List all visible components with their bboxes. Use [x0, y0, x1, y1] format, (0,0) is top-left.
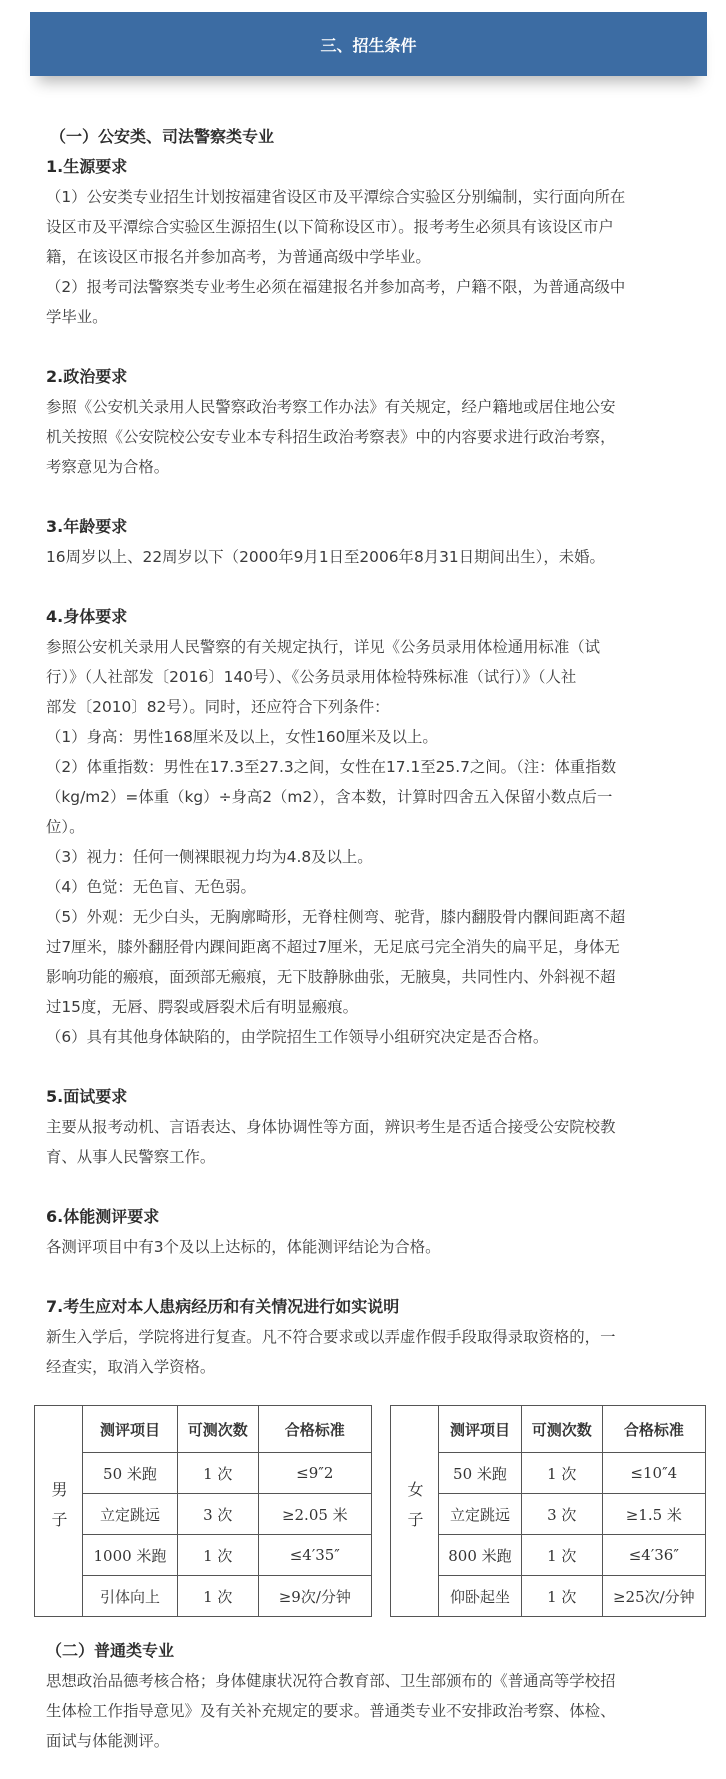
table-row: [391, 1453, 706, 1494]
requirement-line: 16周岁以上、22周岁以下（2000年9月1日至2006年8月31日期间出生），未婚。: [46, 548, 605, 566]
requirement-line: （5）外观：无少白头，无胸廓畸形，无脊柱侧弯、驼背，膝内翻股骨内髁间距离不超: [46, 908, 626, 926]
requirement-line: （6）具有其他身体缺陷的，由学院招生工作领导小组研究决定是否合格。: [46, 1028, 549, 1046]
requirement-line: 参照《公安机关录用人民警察政治考察工作办法》有关规定，经户籍地或居住地公安: [46, 398, 616, 416]
requirement-line: 籍，在该设区市报名并参加高考，为普通高级中学毕业。: [46, 248, 431, 266]
banner-title: 三、招生条件: [320, 35, 417, 55]
table-cell: 3 次: [177, 1494, 258, 1535]
requirement-line: 学毕业。: [46, 308, 108, 326]
table-cell: ≥9次/分钟: [258, 1576, 371, 1617]
requirement-title: 4.身体要求: [46, 607, 128, 626]
requirement-line: 位）。: [46, 818, 85, 836]
requirement-title: 1.生源要求: [46, 157, 128, 176]
table-row: [35, 1494, 372, 1535]
requirement-line: 参照公安机关录用人民警察的有关规定执行，详见《公务员录用体检通用标准（试: [46, 638, 601, 656]
requirement-line: 育、从事人民警察工作。: [46, 1148, 216, 1166]
table-header-cell: 可测次数: [177, 1406, 258, 1453]
general-majors-section: [46, 1636, 694, 1756]
general-majors-text: [46, 1666, 694, 1756]
table-cell: ≥1.5 米: [602, 1494, 705, 1535]
requirement-line: （kg/m2）=体重（kg）÷身高2（m2），含本数，计算时四舍五入保留小数点后一: [46, 788, 613, 806]
fitness-tables: [34, 1405, 706, 1615]
requirement-line: 经查实，取消入学资格。: [46, 1358, 216, 1376]
table-header-cell: 测评项目: [82, 1406, 177, 1453]
general-line: 思想政治品德考核合格；身体健康状况符合教育部、卫生部颁布的《普通高等学校招: [46, 1672, 616, 1690]
requirement-line: （1）公安类专业招生计划按福建省设区市及平潭综合实验区分别编制，实行面向所在: [46, 188, 626, 206]
table-row: [35, 1453, 372, 1494]
table-row: [35, 1576, 372, 1617]
requirement-line: （1）身高：男性168厘米及以上，女性160厘米及以上。: [46, 728, 438, 746]
table-row: [391, 1494, 706, 1535]
requirement-line: 过7厘米，膝外翻胫骨内踝间距离不超过7厘米，无足底弓完全消失的扁平足，身体无: [46, 938, 620, 956]
spacer: [46, 1052, 694, 1082]
table-header-cell: 合格标准: [602, 1406, 705, 1453]
table-cell: 引体向上: [82, 1576, 177, 1617]
requirement-line: 行）》（人社部发〔2016〕140号）、《公务员录用体检特殊标准（试行）》（人社: [46, 668, 577, 686]
requirement-line: 新生入学后，学院将进行复查。凡不符合要求或以弄虚作假手段取得录取资格的，一: [46, 1328, 616, 1346]
requirement-line: （3）视力：任何一侧裸眼视力均为4.8及以上。: [46, 848, 373, 866]
requirement-title: 3.年龄要求: [46, 517, 128, 536]
requirements-list: [46, 152, 694, 1382]
gender-label: 男子: [35, 1406, 83, 1617]
requirement-line: 过15度，无唇、腭裂或唇裂术后有明显瘢痕。: [46, 998, 359, 1016]
female-fitness-table: [390, 1405, 706, 1617]
table-cell: ≤9″2: [258, 1453, 371, 1494]
requirement-title: 2.政治要求: [46, 367, 128, 386]
section-heading-general: （二）普通类专业: [46, 1641, 175, 1660]
requirement-line: 各测评项目中有3个及以上达标的，体能测评结论为合格。: [46, 1238, 441, 1256]
table-cell: 立定跳远: [439, 1494, 522, 1535]
table-header-cell: 合格标准: [258, 1406, 371, 1453]
table-cell: ≥25次/分钟: [602, 1576, 705, 1617]
table-header-row: [391, 1406, 706, 1453]
requirement-line: 机关按照《公安院校公安专业本专科招生政治考察表》中的内容要求进行政治考察，: [46, 428, 616, 446]
requirement-title: 6.体能测评要求: [46, 1207, 160, 1226]
spacer: [46, 1172, 694, 1202]
table-row: [35, 1535, 372, 1576]
table-cell: 1 次: [521, 1576, 602, 1617]
table-cell: ≤4′36″: [602, 1535, 705, 1576]
table-cell: 立定跳远: [82, 1494, 177, 1535]
requirement-line: 影响功能的瘢痕，面颈部无瘢痕，无下肢静脉曲张，无腋臭，共同性内、外斜视不超: [46, 968, 616, 986]
requirement-title: 7.考生应对本人患病经历和有关情况进行如实说明: [46, 1297, 400, 1316]
table-cell: 3 次: [521, 1494, 602, 1535]
table-cell: 50 米跑: [439, 1453, 522, 1494]
table-cell: 1 次: [177, 1535, 258, 1576]
table-header-cell: 可测次数: [521, 1406, 602, 1453]
spacer: [46, 1262, 694, 1292]
requirement-line: 设区市及平潭综合实验区生源招生(以下简称设区市）。报考考生必须具有该设区市户: [46, 218, 614, 236]
requirement-line: （4）色觉：无色盲、无色弱。: [46, 878, 256, 896]
section-banner: [30, 12, 707, 76]
section-heading-police: （一）公安类、司法警察类专业: [50, 127, 275, 146]
general-line: 生体检工作指导意见》及有关补充规定的要求。普通类专业不安排政治考察、体检、: [46, 1702, 616, 1720]
table-cell: 仰卧起坐: [439, 1576, 522, 1617]
table-cell: ≤4′35″: [258, 1535, 371, 1576]
table-cell: ≤10″4: [602, 1453, 705, 1494]
table-cell: 1 次: [177, 1576, 258, 1617]
table-row: [391, 1576, 706, 1617]
table-cell: 1 次: [177, 1453, 258, 1494]
requirement-line: （2）报考司法警察类专业考生必须在福建报名并参加高考，户籍不限，为普通高级中: [46, 278, 626, 296]
general-line: 面试与体能测评。: [46, 1732, 170, 1750]
table-row: [391, 1535, 706, 1576]
requirement-line: 主要从报考动机、言语表达、身体协调性等方面，辨识考生是否适合接受公安院校教: [46, 1118, 616, 1136]
requirement-line: 部发〔2010〕82号）。同时，还应符合下列条件：: [46, 698, 390, 716]
table-cell: 1000 米跑: [82, 1535, 177, 1576]
male-fitness-table: [34, 1405, 372, 1617]
requirement-title: 5.面试要求: [46, 1087, 128, 1106]
table-cell: 1 次: [521, 1453, 602, 1494]
table-header-cell: 测评项目: [439, 1406, 522, 1453]
table-cell: ≥2.05 米: [258, 1494, 371, 1535]
gender-label: 女子: [391, 1406, 439, 1617]
requirement-line: 考察意见为合格。: [46, 458, 170, 476]
table-cell: 1 次: [521, 1535, 602, 1576]
requirement-line: （2）体重指数：男性在17.3至27.3之间，女性在17.1至25.7之间。（注：体重指数: [46, 758, 617, 776]
police-majors-section: [46, 122, 694, 1382]
spacer: [46, 482, 694, 512]
spacer: [46, 332, 694, 362]
table-header-row: [35, 1406, 372, 1453]
spacer: [46, 572, 694, 602]
table-cell: 50 米跑: [82, 1453, 177, 1494]
table-cell: 800 米跑: [439, 1535, 522, 1576]
